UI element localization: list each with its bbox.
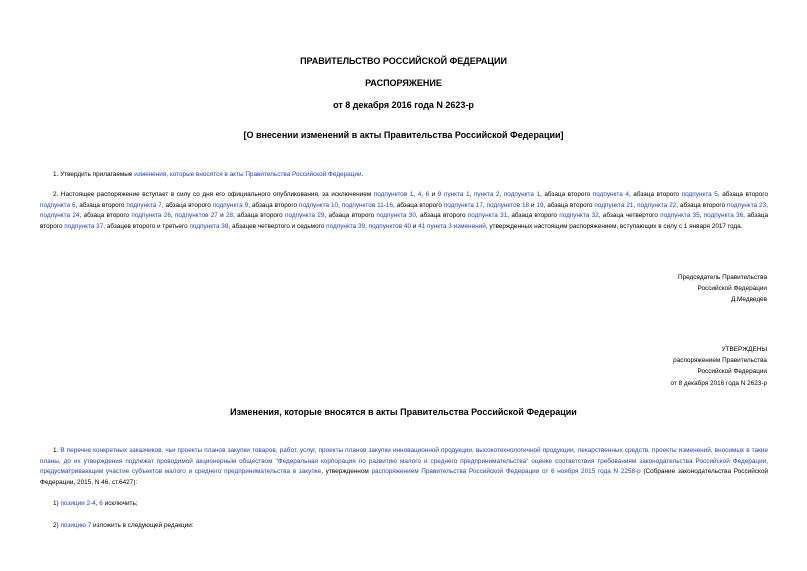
link[interactable]: подпункта 5 [681,191,718,198]
link[interactable]: подпункта 6 [40,201,76,209]
text: , абзаца четвертого [598,212,661,220]
link[interactable]: позицию 7 [60,522,92,529]
text: , абзаца второго [324,212,377,220]
text: исключить; [102,500,138,507]
government-title: ПРАВИТЕЛЬСТВО РОССИЙСКОЙ ФЕДЕРАЦИИ [300,56,507,66]
link[interactable]: подпункта 21 [594,201,634,209]
text: , [338,201,342,209]
text: , [95,500,100,507]
link[interactable]: подпункта 35 [660,212,700,220]
link[interactable]: 19 [536,201,544,209]
text: , [482,201,487,209]
text: , [413,191,418,198]
text: 1. [53,447,61,454]
text: , абзацев второго и третьего [103,222,190,230]
link-changes[interactable]: изменения, которые вносятся в акты Правительства Российской Федерации [134,171,362,178]
link[interactable]: 4 [417,191,422,198]
link[interactable]: подпункта 36 [703,212,744,220]
text: , абзаца второго [79,212,132,220]
link[interactable]: подпункта 29 [285,212,325,220]
subitem-2 [53,521,194,531]
document-type: РАСПОРЯЖЕНИЕ [365,78,442,88]
link[interactable]: подпунктов 27 [174,212,218,220]
text: , абзаца второго [393,201,444,209]
link[interactable]: подпункта 24 [40,212,80,220]
text: , абзаца второго [543,201,595,209]
link[interactable]: 6 [99,500,103,507]
link[interactable]: подпунктов 18 [486,201,530,209]
approval-date: от 8 декабря 2016 года N 2623-р [670,379,767,387]
link[interactable]: позиции 2-4 [60,500,96,507]
signature-name: Д.Медведев [730,296,767,304]
link[interactable]: подпункта 31 [467,212,508,220]
link[interactable]: пункта 2 [473,191,500,198]
text: , абзаца второго [507,212,560,220]
paragraph-2 [40,190,768,232]
link[interactable]: подпункта 30 [376,212,416,220]
link[interactable]: подпункта 38 [189,222,229,230]
link[interactable]: подпункта 4 [592,191,629,198]
link[interactable]: подпункта 9 [212,201,249,209]
text: и [411,222,419,230]
link[interactable]: подпункта 22 [637,201,677,209]
text: и [429,191,438,198]
text: , [699,212,704,220]
text: 2) [53,522,61,529]
text: , абзаца второго [40,212,769,230]
text: , [766,201,768,209]
text: 2. Настоящее распоряжение вступает в силу со дня его официального опубликования, за исключением [53,191,374,198]
section-title: Изменения, которые вносятся в акты Правительства Российской Федерации [230,407,577,417]
text: и [529,201,537,209]
link[interactable]: 28 [225,212,234,220]
approval-line-2: распоряжением Правительства [673,357,767,365]
link[interactable]: подпункта 32 [559,212,599,220]
text: , абзаца второго [717,191,769,198]
link[interactable]: 9 пункта 1 [437,191,470,198]
text: , абзаца второго [676,201,728,209]
text: , [469,191,474,198]
link[interactable]: подпункта 1 [503,191,541,198]
text: , [170,212,175,220]
text: , абзаца второго [161,201,213,209]
link-customer-list[interactable]: В перечне конкретных заказчиков, чьи проекты планов закупки товаров, работ, услуг, проекты планов закупки инновационной продукции, высокотехнологичной продукции, лекарственных средств, проекты изменений, вносимых в такие планы, до их утверждения подлежат проводимой акционерным обществом "Федеральная корпорация по развитию малого и среднего предпринимательства" оценке соответствия требованиям законодательства Российской Федерации, предусматривающим участие субъектов малого и среднего предпринимательства в закупке [40,447,769,476]
text: , абзаца второго [233,212,286,220]
text: , абзаца второго [540,191,593,198]
signature-block [678,272,767,306]
link-order[interactable]: распоряжением Правительства Российской Федерации от 6 ноября 2015 года N 2258-р [371,468,641,476]
approval-line-3: Российской Федерации [697,368,767,376]
text: , абзацев четвертого и седьмого [228,222,327,230]
link[interactable]: подпункта 39 [326,222,366,230]
link[interactable]: подпунктов 40 [368,222,412,230]
text: . [361,171,364,178]
subitem-1 [53,499,138,509]
link[interactable]: подпункта 26 [131,212,171,220]
link[interactable]: подпункта 37 [64,222,104,230]
document-subject: [О внесении изменений в акты Правительства Российской Федерации] [243,130,564,140]
link[interactable]: подпункта 10 [298,201,339,209]
text: 1. Утвердить прилагаемые [53,171,135,178]
text: , утвержденных настоящим распоряжением, вступающих в силу с 1 января 2017 года. [485,222,743,230]
text: , [499,191,504,198]
link[interactable]: 41 пункта 3 изменений [418,222,486,230]
signature-country: Российской Федерации [697,285,767,293]
link[interactable]: подпункта 23 [727,201,767,209]
link[interactable]: подпункта 17 [443,201,483,209]
text: , абзаца второго [415,212,468,220]
text: и [217,212,226,220]
text: , [421,191,426,198]
text: , утвержденном [321,468,372,476]
link[interactable]: подпунктов 11-16 [341,201,394,209]
link[interactable]: подпунктов 1 [373,191,414,198]
text: , [633,201,638,209]
approval-block [670,344,767,389]
signature-position: Председатель Правительства [678,274,767,281]
text: , [365,222,369,230]
text: , абзаца второго [248,201,299,209]
link[interactable]: 6 [425,191,430,198]
text: , абзаца второго [75,201,127,209]
document-date: от 8 декабря 2016 года N 2623-р [333,100,474,110]
item-1 [40,446,768,488]
link[interactable]: подпункта 7 [126,201,162,209]
text: изложить в следующей редакции: [91,522,194,529]
paragraph-1 [40,170,768,181]
text: (Собрание законодательства Российской Федерации, 2015, N 46, ст.6427): [40,468,768,486]
text: 1) [53,500,61,507]
approval-title: УТВЕРЖДЕНЫ [721,346,767,353]
text: , абзаца второго [628,191,682,198]
